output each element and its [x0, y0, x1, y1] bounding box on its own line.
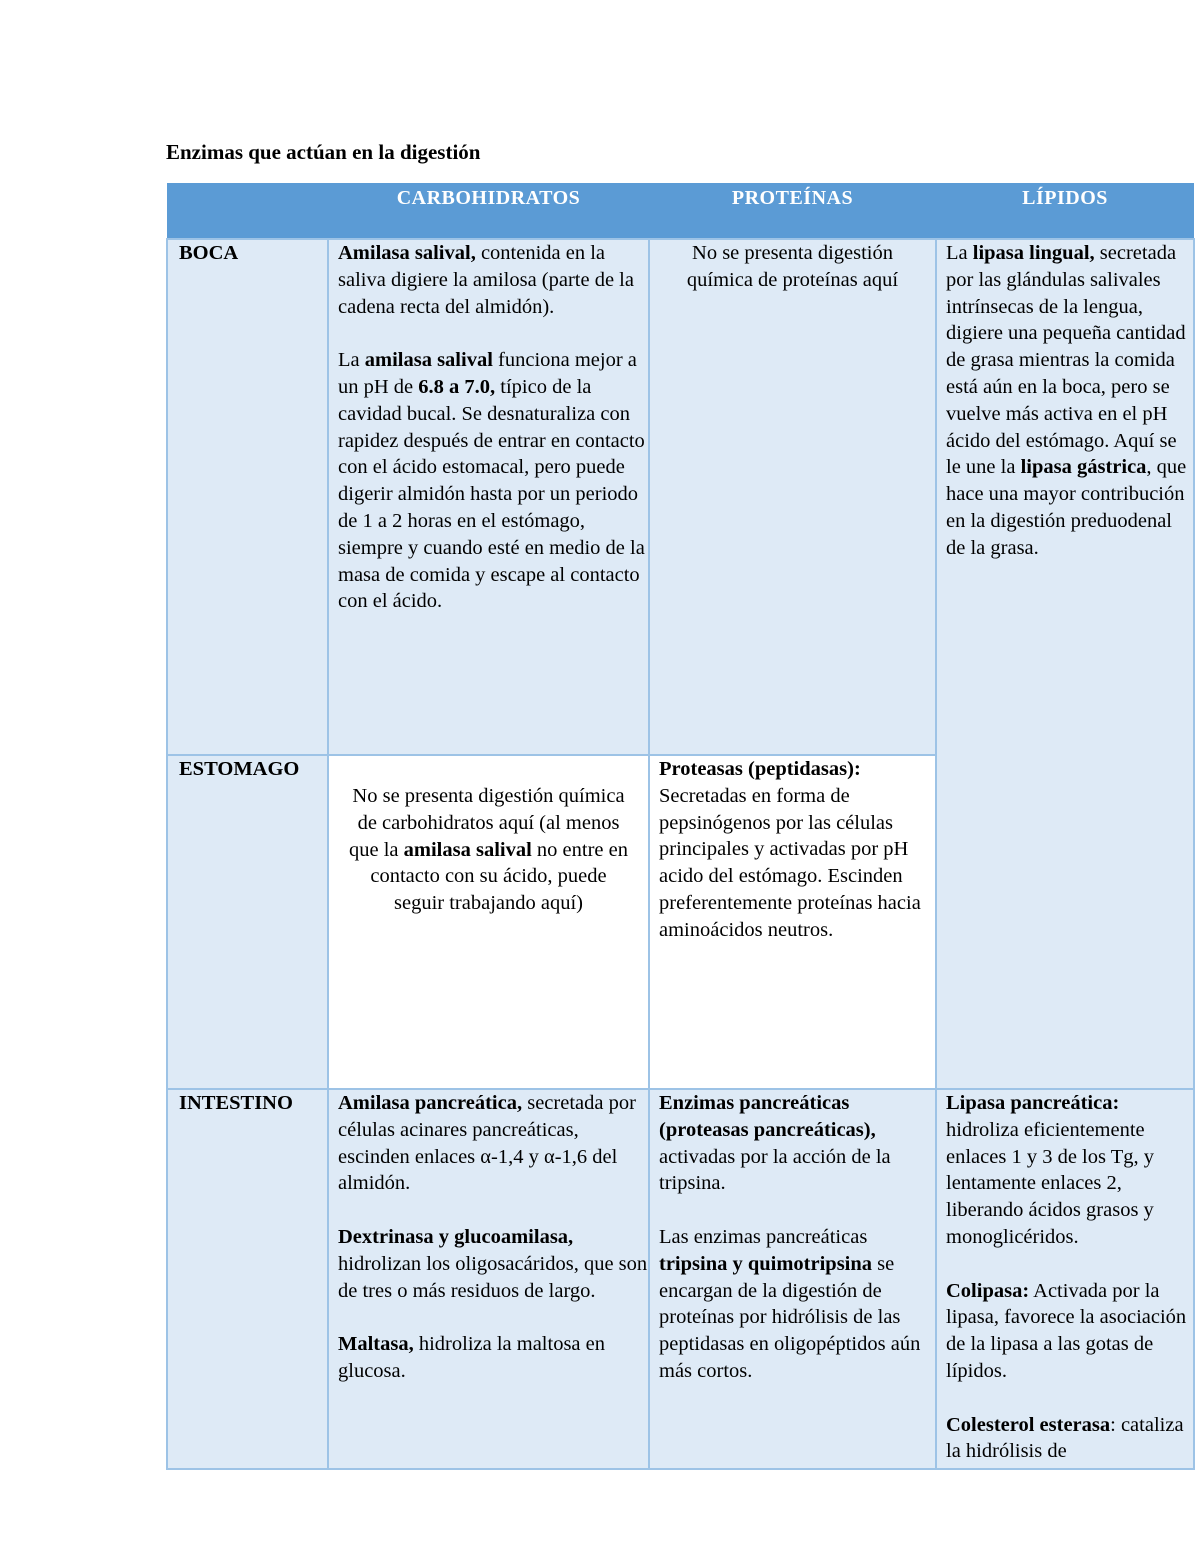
intestino-lip-p3: Colesterol esterasa: cataliza la hidrólisis de: [946, 1413, 1184, 1463]
row-boca: [167, 239, 1194, 755]
estomago-prot-text: Proteasas (peptidasas): Secretadas en forma de pepsinógenos por las células principales y activadas por pH acido del estómago. Escinden preferentemente proteínas hacia aminoácidos neutros.: [659, 758, 921, 941]
boca-lip-text: La lipasa lingual, secretada por las glándulas salivales intrínsecas de la lengua, digiere una pequeña cantidad de grasa mientras la comida está aún en la boca, pero se vuelve más activa en el pH ácido del estómago. Aquí se le une la lipasa gástrica, que hace una mayor contribución en la digestión preduodenal de la grasa.: [946, 242, 1187, 559]
cell-estomago-proteinas: [649, 755, 936, 1089]
cell-intestino-lipidos: [936, 1089, 1194, 1469]
intestino-carb-p3: Maltasa, hidroliza la maltosa en glucosa.: [338, 1333, 606, 1382]
document-title: Enzimas que actúan en la digestión: [166, 140, 481, 164]
intestino-prot-p2: Las enzimas pancreáticas tripsina y quimotripsina se encargan de la digestión de proteínas por hidrólisis de las peptidasas en oligopéptidos aún más cortos.: [659, 1225, 921, 1382]
cell-boca-proteinas: No se presenta digestión química de proteínas aquí: [649, 239, 936, 755]
row-intestino: [167, 1089, 1194, 1469]
header-blank: [167, 183, 328, 239]
header-carbohidratos: CARBOHIDRATOS: [328, 183, 649, 239]
header-lipidos: LÍPIDOS: [936, 183, 1194, 239]
intestino-carb-p2: Dextrinasa y glucoamilasa, hidrolizan los oligosacáridos, que son de tres o más residuos de largo.: [338, 1225, 648, 1302]
enzymes-table: [166, 183, 1195, 1470]
intestino-prot-p1: Enzimas pancreáticas (proteasas pancreáticas), activadas por la acción de la tripsina.: [659, 1092, 891, 1195]
boca-carb-p1: Amilasa salival, contenida en la saliva digiere la amilosa (parte de la cadena recta del almidón).: [338, 242, 634, 318]
cell-intestino-carbohidratos: [328, 1089, 649, 1469]
cell-estomago-carbohidratos: [328, 755, 649, 1089]
organ-boca: BOCA: [167, 239, 328, 755]
intestino-lip-p1: Lipasa pancreática: hidroliza eficientemente enlaces 1 y 3 de los Tg, y lentamente enlaces 2, liberando ácidos grasos y monoglicéridos.: [946, 1092, 1154, 1248]
organ-estomago: ESTOMAGO: [167, 755, 328, 1089]
intestino-lip-p2: Colipasa: Activada por la lipasa, favorece la asociación de la lipasa a las gotas de lípidos.: [946, 1279, 1187, 1382]
intestino-carb-p1: Amilasa pancreática, secretada por células acinares pancreáticas, escinden enlaces α-1,4 y α-1,6 del almidón.: [338, 1092, 636, 1195]
cell-boca-estomago-lipidos: [936, 239, 1194, 1089]
estomago-carb-text: No se presenta digestión química de carbohidratos aquí (al menos que la amilasa salival no entre en contacto con su ácido, puede seguir trabajando aquí): [349, 785, 628, 915]
cell-intestino-proteinas: [649, 1089, 936, 1469]
header-proteinas: PROTEÍNAS: [649, 183, 936, 239]
boca-carb-p2: La amilasa salival funciona mejor a un pH de 6.8 a 7.0, típico de la cavidad bucal. Se desnaturaliza con rapidez después de entrar en contacto con el ácido estomacal, pero puede digerir almidón hasta por un periodo de 1 a 2 horas en el estómago, siempre y cuando esté en medio de la masa de comida y escape al contacto con el ácido.: [338, 349, 645, 613]
cell-boca-carbohidratos: [328, 239, 649, 755]
table-header-row: [167, 183, 1194, 239]
organ-intestino: INTESTINO: [167, 1089, 328, 1469]
